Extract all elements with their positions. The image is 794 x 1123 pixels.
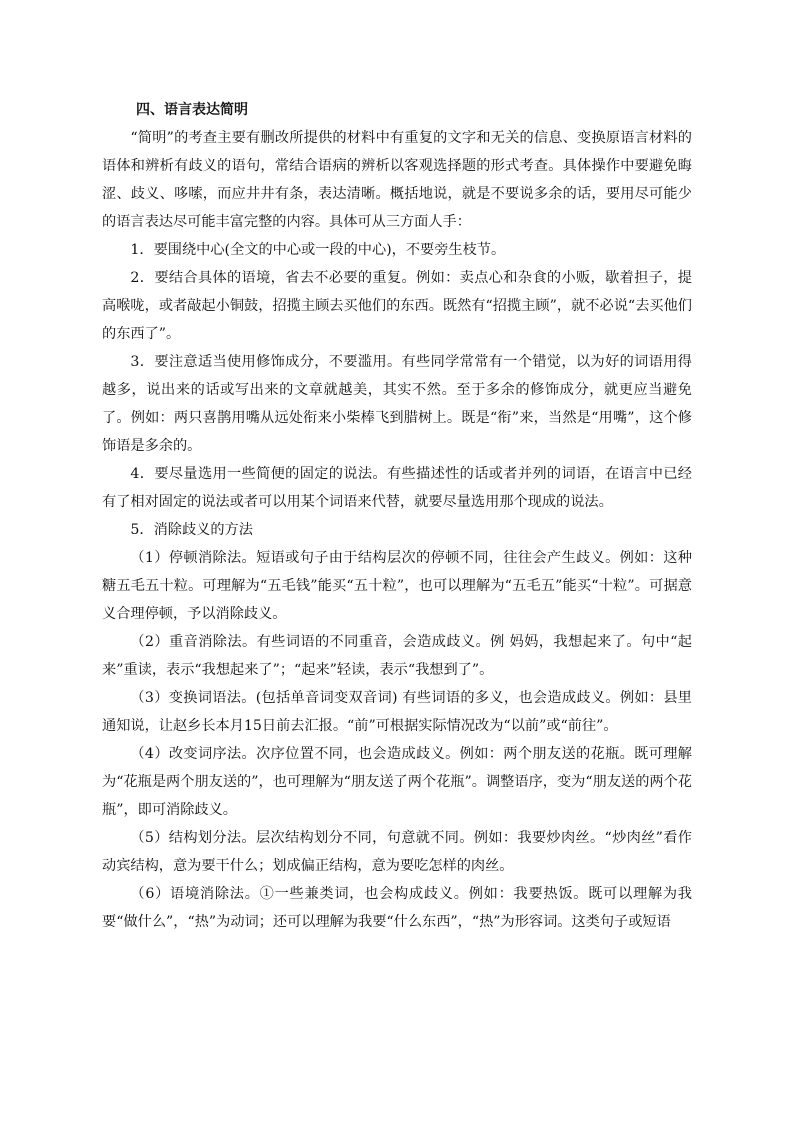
point-3-paragraph: 3．要注意适当使用修饰成分，不要滥用。有些同学常常有一个错觉，以为好的词语用得越多，说出来的话或写出来的文章就越美，其实不然。至于多余的修饰成分，就更应当避免了。例如：两只喜鹊用嘴从远处衔来小柴棒飞到腊树上。既是“衔”来，当然是“用嘴”，这个修饰语是多余的。 [102, 354, 692, 454]
method-1-paragraph: （1）停顿消除法。短语或句子由于结构层次的停顿不同，往往会产生歧义。例如：这种糖五毛五十粒。可理解为“五毛钱”能买“五十粒”，也可以理解为“五毛五”能买“十粒”。可据意义合理停顿，予以消除歧义。 [102, 550, 692, 622]
point-1-paragraph: 1．要围绕中心(全文的中心或一段的中心)，不要旁生枝节。 [130, 242, 506, 258]
point-2-paragraph: 2．要结合具体的语境，省去不必要的重复。例如：卖点心和杂食的小贩，歇着担子，提高喉咙，或者敲起小铜鼓，招揽主顾去买他们的东西。既然有“招揽主顾”，就不必说“去买他们的东西了”。 [102, 270, 692, 342]
point-5-heading: 5．消除歧义的方法 [130, 522, 253, 538]
method-4-paragraph: （4）改变词序法。次序位置不同，也会造成歧义。例如：两个朋友送的花瓶。既可理解为“花瓶是两个朋友送的”，也可理解为“朋友送了两个花瓶”。调整语序，变为“朋友送的两个花瓶”，即可消除歧义。 [102, 746, 692, 818]
method-6-paragraph: （6）语境消除法。①一些兼类词，也会构成歧义。例如：我要热饭。既可以理解为我要“做什么”，“热”为动词；还可以理解为我要“什么东西”，“热”为形容词。这类句子或短语 [102, 886, 692, 930]
method-2-paragraph: （2）重音消除法。有些词语的不同重音，会造成歧义。例 妈妈，我想起来了。句中“起来”重读，表示“我想起来了”；“起来”轻读，表示“我想到了”。 [102, 634, 692, 678]
point-4-paragraph: 4．要尽量选用一些简便的固定的说法。有些描述性的话或者并列的词语，在语言中已经有了相对固定的说法或者可以用某个词语来代替，就要尽量选用那个现成的说法。 [102, 466, 692, 510]
intro-paragraph: “简明”的考查主要有删改所提供的材料中有重复的文字和无关的信息、变换原语言材料的语体和辨析有歧义的语句，常结合语病的辨析以客观选择题的形式考查。具体操作中要避免晦涩、歧义、哆嗦，而应井井有条，表达清晰。概括地说，就是不要说多余的话，要用尽可能少的语言表达尽可能丰富完整的内容。具体可从三方面人手： [102, 130, 692, 230]
method-3-paragraph: （3）变换词语法。(包括单音词变双音词) 有些词语的多义，也会造成歧义。例如：县里通知说，让赵乡长本月15日前去汇报。“前”可根据实际情况改为“以前”或“前往”。 [102, 690, 692, 734]
document-body [102, 96, 692, 936]
section-heading: 四、语言表达简明 [136, 102, 248, 118]
method-5-paragraph: （5）结构划分法。层次结构划分不同，句意就不同。例如：我要炒肉丝。“炒肉丝”看作动宾结构，意为要干什么；划成偏正结构，意为要吃怎样的肉丝。 [102, 830, 692, 874]
